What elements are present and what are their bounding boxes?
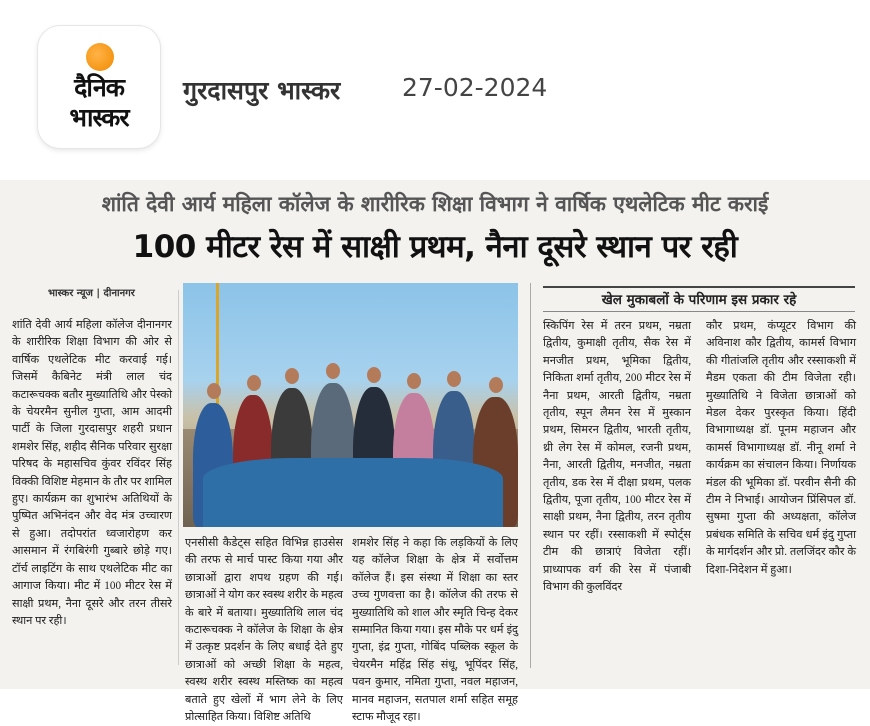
column-divider — [178, 290, 179, 665]
article-column-3: शमशेर सिंह ने कहा कि लड़कियों के लिए यह कॉलेज शिक्षा के क्षेत्र में सर्वोत्तम कॉलेज हैं। इस संस्था में शिक्षा का स्तर उच्च गुणवत्ता का है। कॉलेज की तरफ से मुख्यातिथि को शाल और स्मृति चिन्ह देकर सम्मानित किया गया। इस मौके पर धर्म इंदु गुप्ता, इंद्र गुप्ता, गोबिंद पब्लिक स्कूल के चेयरमैन महिंद्र सिंह संधू, भूपिंदर सिंह, पवन कुमार, नमिता गुप्ता, नवल महाजन, मानव महाजन, सतपाल शर्मा सहित समूह स्टाफ मौजूद रहा। — [352, 537, 518, 724]
photo-head — [367, 367, 381, 383]
byline: भास्कर न्यूज | दीनानगर — [48, 288, 135, 299]
photo-head — [489, 377, 503, 393]
results-column-1: स्किपिंग रेस में तरन प्रथम, नम्रता द्वितीय, कुमाक्षी तृतीय, सैक रेस में मनजीत प्रथम, भूमिका द्वितीय, निकिता शर्मा तृतीय, 200 मीटर रेस में नैना प्रथम, आरती द्वितीय, नम्रता तृतीय, स्पून लैमन रेस में मुस्कान प्रथम, सिमरन द्वितीय, भारती तृतीय, थ्री लेग रेस में कोमल, रजनी प्रथम, नैना, आरती द्वितीय, मनजीत, नम्रता तृतीय, डक रेस में दीक्षा प्रथम, पलक द्वितीय, पूजा तृतीय, 100 मीटर रेस में साक्षी प्रथम, नैना द्वितीय, तरन तृतीय स्थान पर रहीं। रस्साकशी में स्पोर्ट्स टीम की छात्राएं विजेता रहीं। प्राध्यापक वर्ग की रेस में पंजाबी विभाग की कुलविंदर — [543, 320, 691, 594]
edition-title: गुरदासपुर भास्कर — [183, 76, 341, 105]
photo-head — [407, 373, 421, 389]
dainik-bhaskar-logo — [38, 26, 160, 148]
edition-date: 27-02-2024 — [402, 73, 548, 102]
results-column-2: कौर प्रथम, कंप्यूटर विभाग की अविनाश कौर द्वितीय, कामर्स विभाग की गीतांजलि तृतीय और रस्साकशी में मैडम एकता की टीम विजेता रही। मुख्यातिथि ने विजेता छात्राओं को मेडल देकर पुरस्कृत किया। हिंदी विभागाध्यक्ष डॉ. पूनम महाजन और कामर्स विभागाध्यक्ष डॉ. नीनू शर्मा ने कार्यक्रम का संचालन किया। निर्णायक मंडल की भूमिका डॉ. परवीन सैनी की टीम ने निभाई। आयोजन प्रिंसिपल डॉ. सुषमा गुप्ता की अध्यक्षता, कॉलेज प्रबंधक समिति के सचिव धर्म इंदु गुप्ता के मार्गदर्शन और प्रो. तलजिंदर कौर के दिशा-निदेशन में हुआ। — [706, 320, 856, 576]
photo-head — [285, 368, 299, 384]
results-box-title: खेल मुकाबलों के परिणाम इस प्रकार रहे — [543, 286, 855, 312]
column-divider — [530, 283, 531, 668]
front-row-athletes — [203, 458, 503, 527]
logo-line2: भास्कर — [69, 103, 129, 132]
photo-head — [207, 383, 221, 399]
article-headline: 100 मीटर रेस में साक्षी प्रथम, नैना दूसरे स्थान पर रही — [132, 229, 738, 265]
article-column-1: शांति देवी आर्य महिला कॉलेज दीनानगर के शारीरिक शिक्षा विभाग की ओर से वार्षिक एथलेटिक मीट करवाई गई। जिसमें कैबिनेट मंत्री लाल चंद कटारूचक्क बतौर मुख्यातिथि और पेस्को के चेयरमैन सुनील गुप्ता, आम आदमी पार्टी के जिला गुरदासपुर शहरी प्रधान शमशेर सिंह, शहीद सैनिक परिवार सुरक्षा परिषद के महासचिव कुंवर रविंदर सिंह विक्की विशिष्ट मेहमान के तौर पर शामिल हुए। कार्यक्रम का शुभारंभ अतिथियों के पुष्पित अभिनंदन और वेद मंत्र उच्चारण से हुआ। तदोपरांत ध्वजारोहण कर आसमान में रंगबिरंगी गुब्बारे छोड़े गए। टॉर्च लाइटिंग के साथ एथलेटिक मीट का आगाज किया। मीट में 100 मीटर रेस में साक्षी प्रथम, नैना दूसरे और तरन तीसरे स्थान पर रही। — [12, 319, 172, 627]
sun-icon — [86, 43, 114, 71]
article-column-2: एनसीसी कैडेट्स सहित विभिन्न हाउसेस की तरफ से मार्च पास्ट किया गया और छात्राओं द्वारा शपथ ग्रहण की गई। छात्राओं ने योग कर स्वस्थ शरीर के महत्व के बारे में बताया। मुख्यातिथि लाल चंद कटारूचक्क ने कॉलेज के शिक्षा के क्षेत्र में उत्कृष्ट प्रदर्शन के लिए बधाई देते हुए छात्राओं को अच्छी शिक्षा के महत्व, स्वस्थ शरीर स्वस्थ मस्तिष्क का महत्व बताते हुए खेलों में भाग लेने के लिए प्रोत्साहित किया। विशिष्ट अतिथि — [185, 537, 343, 724]
logo-line1: दैनिक — [74, 73, 124, 102]
article-kicker: शांति देवी आर्य महिला कॉलेज के शारीरिक शिक्षा विभाग ने वार्षिक एथलेटिक मीट कराई — [101, 192, 769, 216]
group-photo — [183, 283, 518, 527]
photo-head — [326, 363, 340, 379]
photo-head — [447, 371, 461, 387]
photo-head — [247, 375, 261, 391]
